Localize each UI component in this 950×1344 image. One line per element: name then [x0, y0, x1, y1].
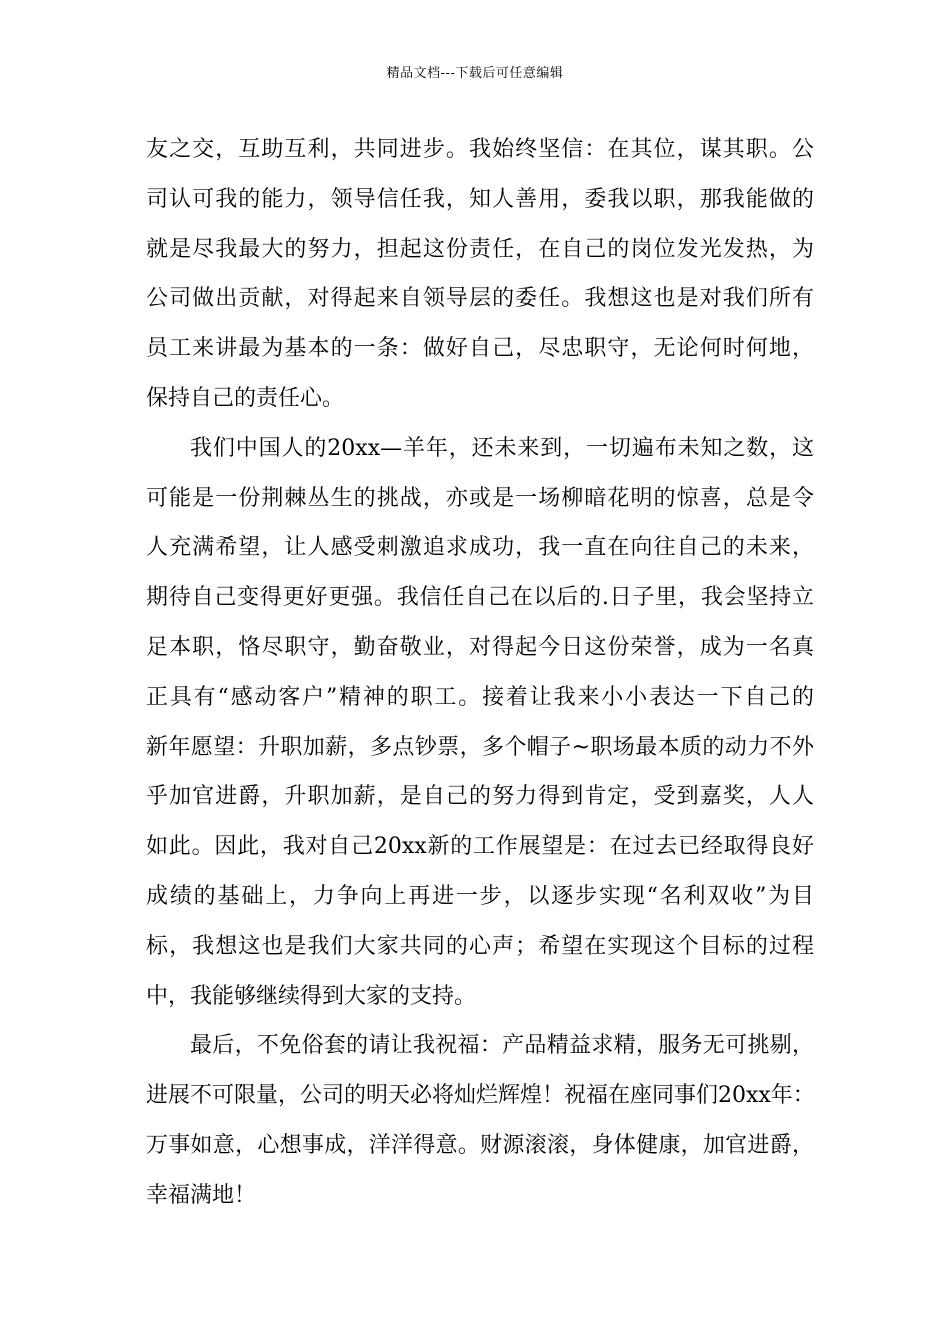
text-line: 公司做出贡献，对得起来自领导层的委任。我想这也是对我们所有 [146, 286, 814, 312]
text-line: 人充满希望，让人感受刺激追求成功，我一直在向往自己的未来， [146, 535, 814, 561]
text-line: 正具有“感动客户”精神的职工。接着让我来小小表达一下自己的 [146, 684, 814, 710]
body-text [146, 125, 814, 1221]
text-line: 新年愿望：升职加薪，多点钞票，多个帽子~职场最本质的动力不外 [146, 734, 814, 760]
text-line: 就是尽我最大的努力，担起这份责任，在自己的岗位发光发热，为 [146, 236, 814, 262]
text-line: 员工来讲最为基本的一条：做好自己，尽忠职守，无论何时何地， [146, 336, 814, 362]
text-line: 保持自己的责任心。 [146, 385, 345, 411]
text-line: 最后，不免俗套的请让我祝福：产品精益求精，服务无可挑剔， [190, 1033, 814, 1059]
page-header: 精品文档---下载后可任意编辑 [386, 66, 564, 81]
text-line: 进展不可限量，公司的明天必将灿烂辉煌！祝福在座同事们20xx年： [146, 1083, 815, 1109]
text-line: 成绩的基础上，力争向上再进一步，以逐步实现“名利双收”为目 [146, 883, 814, 909]
text-line: 乎加官进爵，升职加薪，是自己的努力得到肯定，受到嘉奖，人人 [146, 784, 814, 810]
text-line: 足本职，恪尽职守，勤奋敬业，对得起今日这份荣誉，成为一名真 [146, 634, 814, 660]
text-line: 如此。因此，我对自己20xx新的工作展望是：在过去已经取得良好 [146, 834, 814, 860]
text-line: 友之交，互助互利，共同进步。我始终坚信：在其位，谋其职。公 [146, 137, 814, 162]
text-line: 司认可我的能力，领导信任我，知人善用，委我以职，那我能做的 [146, 186, 814, 212]
text-line: 万事如意，心想事成，洋洋得意。财源滚滚，身体健康，加官进爵， [146, 1132, 814, 1158]
text-line: 期待自己变得更好更强。我信任自己在以后的.日子里，我会坚持立 [146, 585, 814, 611]
text-line: 可能是一份荆棘丛生的挑战，亦或是一场柳暗花明的惊喜，总是令 [146, 485, 814, 511]
text-line: 中，我能够继续得到大家的支持。 [146, 983, 477, 1009]
text-line: 标，我想这也是我们大家共同的心声；希望在实现这个目标的过程 [146, 933, 814, 959]
text-line: 幸福满地！ [146, 1182, 257, 1208]
text-line: 我们中国人的20xx—羊年，还未来到，一切遍布未知之数，这 [190, 435, 814, 461]
